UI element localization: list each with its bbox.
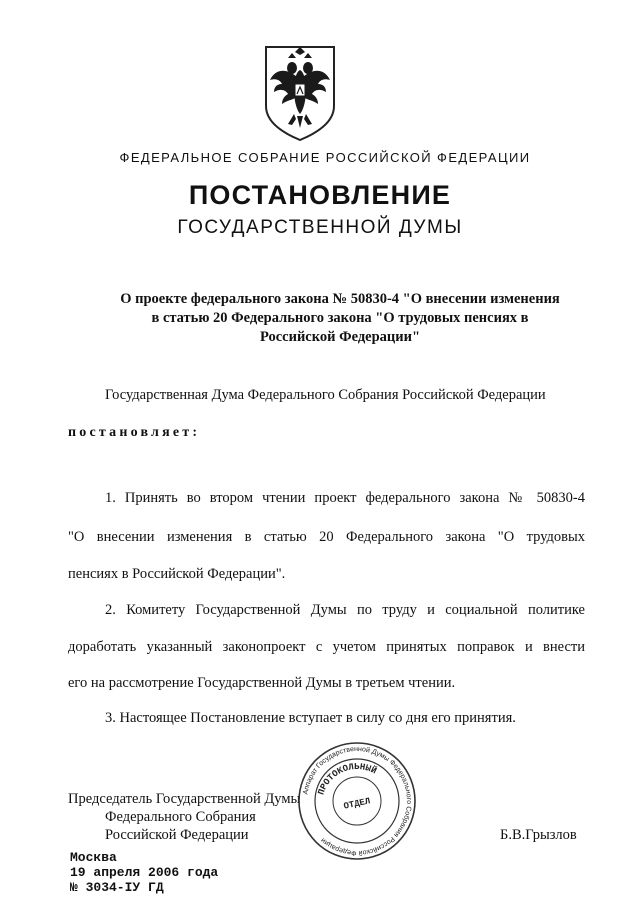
signatory-title-line: Председатель Государственной Думы	[68, 791, 301, 807]
document-number: № 3034-IУ ГД	[70, 880, 164, 895]
item-3-line-1: 3. Настоящее Постановление вступает в силу со дня его принятия.	[105, 710, 516, 726]
stamp-inner-text: ПРОТОКОЛЬНЫЙ	[316, 761, 379, 797]
document-subject	[100, 290, 580, 347]
item-2-line-2: доработать указанный законопроект с учетом принятых поправок и внести	[68, 639, 585, 655]
organization-name: ФЕДЕРАЛЬНОЕ СОБРАНИЕ РОССИЙСКОЙ ФЕДЕРАЦИИ	[119, 150, 531, 165]
preamble-text: Государственная Дума Федерального Собрания Российской Федерации	[105, 387, 546, 403]
subject-line: О проекте федерального закона № 50830-4 "О внесении изменения	[120, 291, 560, 307]
document-subtitle: ГОСУДАРСТВЕННОЙ ДУМЫ	[177, 217, 463, 238]
document-title: ПОСТАНОВЛЕНИЕ	[188, 180, 452, 210]
item-2-line-3: его на рассмотрение Государственной Думы в третьем чтении.	[68, 675, 456, 691]
place-of-issue: Москва	[70, 850, 117, 865]
stamp-center-text: ОТДЕЛ	[342, 796, 372, 812]
item-1-line-3: пенсиях в Российской Федерации".	[68, 566, 286, 582]
subject-line: Российской Федерации"	[259, 329, 421, 345]
coat-of-arms-emblem	[262, 44, 338, 142]
item-1-line-2: "О внесении изменения в статью 20 Федерального закона "О трудовых	[68, 529, 585, 545]
subject-line: в статью 20 Федерального закона "О трудовых пенсиях в	[151, 310, 529, 326]
signatory-title-line: Федерального Собрания	[105, 809, 256, 825]
item-1-line-1: 1. Принять во втором чтении проект федерального закона № 50830-4	[105, 490, 585, 506]
official-stamp	[296, 740, 418, 862]
stamp-outer-text: Аппарат Государственной Думы Федерального Собрания Российской Федерации	[302, 745, 413, 857]
issue-date: 19 апреля 2006 года	[70, 865, 219, 880]
decree-word: постановляет:	[68, 425, 201, 440]
signatory-title-line: Российской Федерации	[105, 827, 249, 843]
signatory-name: Б.В.Грызлов	[500, 827, 577, 843]
item-2-line-1: 2. Комитету Государственной Думы по труду и социальной политике	[105, 602, 585, 618]
